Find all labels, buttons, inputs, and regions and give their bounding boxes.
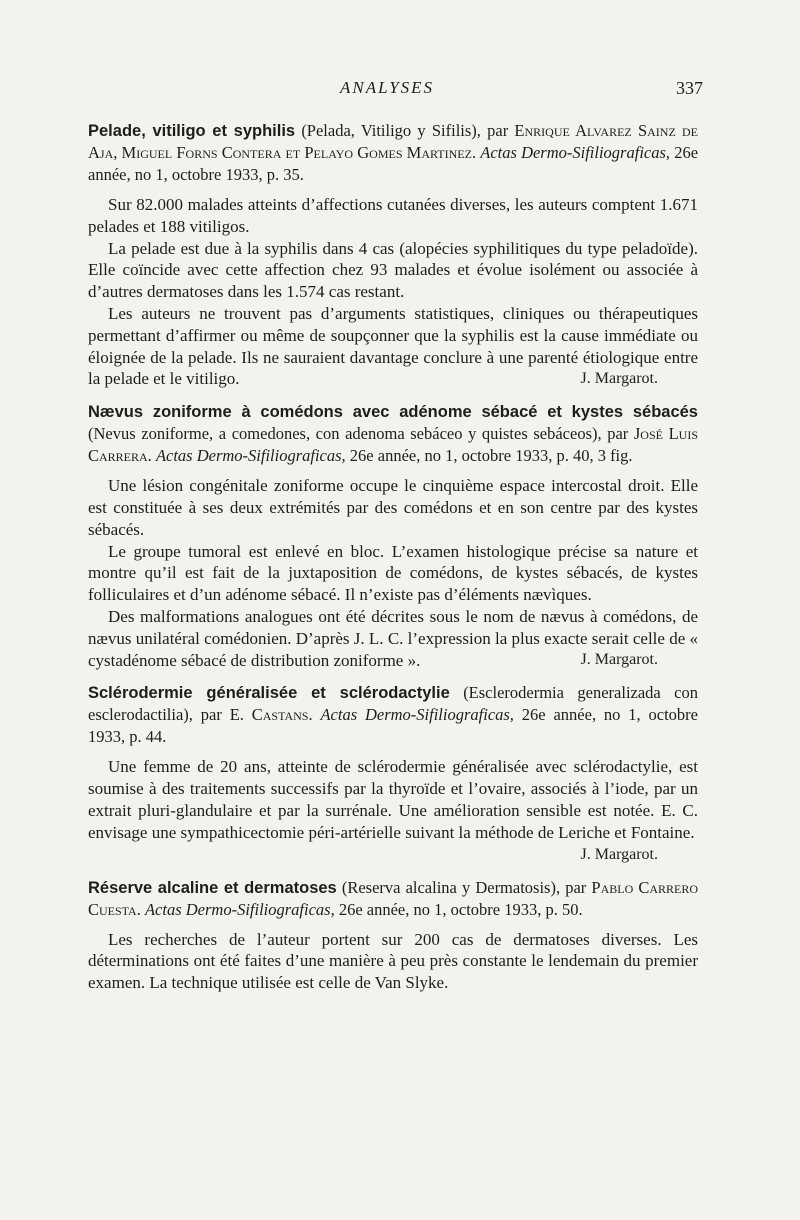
article-authors: José Luis Carrera. <box>88 424 698 466</box>
journal-name: Actas Dermo-Sifiliograficas, <box>155 446 346 466</box>
article-subtitle: (Esclerodermia generalizada con esclerodactilia), par <box>88 683 698 725</box>
paragraph: La pelade est due à la syphilis dans 4 cas (alopécies syphilitiques du type peladoïde). Elle coïncide avec cette affection chez 93 malades et évolue isolément ou associée à d’autres dermatoses dans les 1.574 cas restant. <box>88 238 698 302</box>
article-header <box>88 401 698 467</box>
paragraph: Le groupe tumoral est enlevé en bloc. L’examen histologique précise sa nature et montre qu’il est fait de la juxtaposition de comédons, de kystes sébacés, de kystes folliculaires et d’un adénome sébacé. Il n’existe pas d’éléments nævìques. <box>88 541 698 605</box>
article-subtitle: (Pelada, Vitiligo y Sifilis), par <box>301 121 509 140</box>
article-header <box>88 120 698 186</box>
article-sclerodermie <box>88 682 698 864</box>
article-naevus <box>88 401 698 670</box>
article-title: Réserve alcaline et dermatoses <box>88 878 337 897</box>
signature: J. Margarot. <box>580 370 658 388</box>
journal-name: Actas Dermo-Sifiliograficas, <box>320 705 514 725</box>
article-subtitle: (Nevus zoniforme, a comedones, con adenoma sebáceo y quistes sebáceos), par <box>88 424 629 444</box>
article-subtitle: (Reserva alcalina y Dermatosis), par <box>341 877 587 897</box>
article-authors: Pablo Carrero Cuesta. <box>88 877 699 919</box>
page-content <box>88 120 698 1006</box>
paragraph: Des malformations analogues ont été décrites sous le nom de nævus à comédons, de nævus unilatéral comédonien. D’après J. L. C. l’expression la plus exacte serait celle de « cystadénome sébacé de distribution zoniforme ». <box>88 606 698 670</box>
article-authors: E. Castans. <box>229 705 313 725</box>
article-header <box>88 682 698 748</box>
article-title: Pelade, vitiligo et syphilis <box>88 122 296 140</box>
journal-name: Actas Dermo-Sifiliograficas, <box>144 899 335 919</box>
article-reference: 26e année, no 1, octobre 1933, p. 35. <box>88 143 699 184</box>
signature: J. Margarot. <box>580 651 658 669</box>
article-reference: 26e année, no 1, octobre 1933, p. 50. <box>338 899 583 919</box>
paragraph: Sur 82.000 malades atteints d’affections cutanées diverses, les auteurs comptent 1.671 pelades et 188 vitiligos. <box>88 195 698 236</box>
article-title: Nævus zoniforme à comédons avec adénome sébacé et kystes sébacés <box>88 403 698 422</box>
article-reference: 26e année, no 1, octobre 1933, p. 40, 3 fig. <box>349 446 633 466</box>
paragraph: Les auteurs ne trouvent pas d’arguments statistiques, cliniques ou thérapeutiques permettant d’affirmer ou même de soupçonner que la syphilis est la cause immédiate ou éloignée de la pelade. Ils ne sauraient davantage conclure à une parenté étiologique entre la pelade et le vitiligo. <box>88 303 698 389</box>
running-head <box>0 74 800 104</box>
paragraph: Une femme de 20 ans, atteinte de sclérodermie généralisée avec sclérodactylie, est soumise à des traitements successifs par la thyroïde et l’ovaire, associés à l’iode, par un extrait pluri-glandulaire et par la surrénale. Une amélioration sensible est notée. E. C. envisage une sympathicectomie péri-artérielle suivant la méthode de Leriche et Fontaine. <box>88 757 698 842</box>
paragraph: Les recherches de l’auteur portent sur 200 cas de dermatoses diverses. Les déterminations ont été faites d’une manière à peu près constante le lendemain du premier examen. La technique utilisée est celle de Van Slyke. <box>88 929 698 993</box>
article-header <box>88 877 698 921</box>
running-title: ANALYSES <box>340 78 435 97</box>
article-title: Sclérodermie généralisée et sclérodactylie <box>88 684 450 703</box>
page-number: 337 <box>676 78 703 98</box>
article-reserve-alcaline <box>88 877 698 994</box>
article-pelade <box>88 120 698 389</box>
journal-name: Actas Dermo-Sifiliograficas, <box>480 143 671 162</box>
article-authors: Enrique Alvarez Sainz de Aja, Miguel Forns Contera et Pelayo Gomes Martinez. <box>88 121 698 162</box>
paragraph: Une lésion congénitale zoniforme occupe le cinquième espace intercostal droit. Elle est constituée à ses deux extrémités par des comédons et en son centre par des kystes sébacés. <box>88 476 698 539</box>
article-reference: 26e année, no 1, octobre 1933, p. 44. <box>88 705 698 747</box>
signature: J. Margarot. <box>580 845 658 863</box>
